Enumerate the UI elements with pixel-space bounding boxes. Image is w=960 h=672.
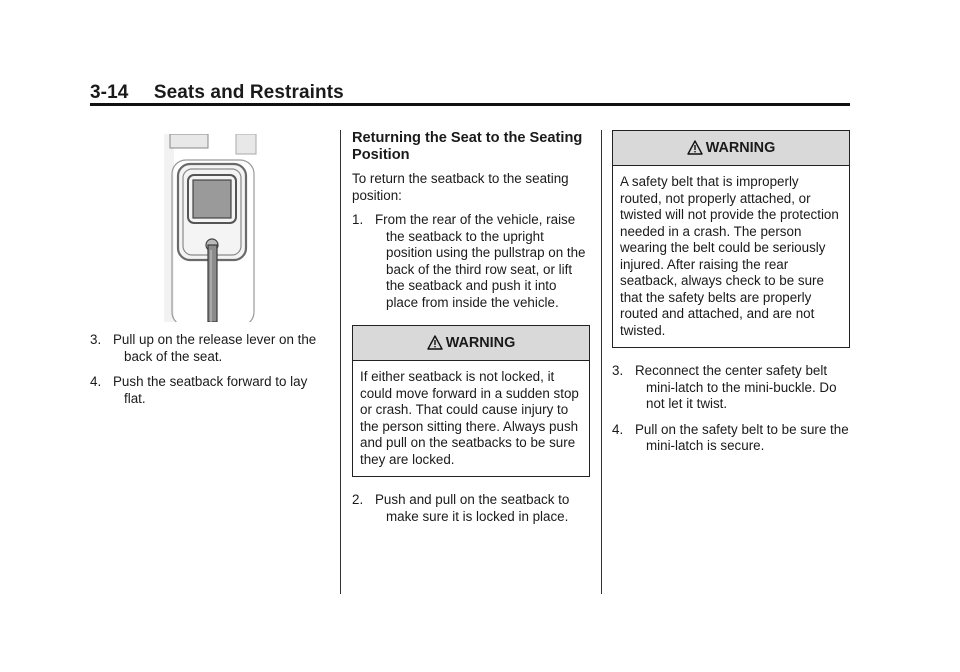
warning-header [613, 131, 849, 166]
step-text: Pull up on the release lever on the back of the seat. [113, 332, 317, 364]
column-divider [601, 130, 602, 594]
page-number: 3-14 [90, 82, 129, 103]
step-number: 3. [612, 363, 624, 378]
column-right [612, 130, 850, 464]
step-text: Pull on the safety belt to be sure the mini-latch is secure. [635, 421, 849, 453]
warning-body: If either seatback is not locked, it could move forward in a sudden stop or crash. That could cause injury to the person sitting there. Always push and pull on the seatbacks to be sure they are locked. [360, 369, 579, 467]
step-number: 3. [90, 332, 102, 347]
steps-list [352, 212, 590, 311]
list-item [612, 363, 850, 413]
warning-header [353, 326, 589, 361]
warning-triangle-icon [427, 335, 443, 350]
step-text: Push and pull on the seatback to make sure it is locked in place. [375, 492, 570, 524]
step-number: 4. [90, 374, 102, 389]
column-left [90, 130, 322, 416]
list-item [90, 374, 322, 407]
list-item [90, 332, 322, 365]
page-header [90, 82, 850, 104]
column-middle [352, 130, 590, 534]
seat-release-lever-illustration [164, 134, 264, 322]
list-item [612, 422, 850, 455]
list-item [352, 492, 590, 525]
step-number: 4. [612, 421, 624, 437]
section-title: Seats and Restraints [153, 82, 344, 103]
steps-list [90, 332, 322, 407]
steps-list [612, 363, 850, 455]
column-divider [340, 130, 341, 594]
warning-heading: WARNING [445, 335, 516, 351]
warning-box [612, 130, 850, 348]
step-text: Push the seatback forward to lay flat. [113, 374, 308, 406]
warning-body: A safety belt that is improperly routed, not properly attached, or twisted will not provide the protection needed in a crash. The person wearing the belt could be seriously injured. After raising the rear seatback, always check to be sure that the safety belts are properly routed and attached, and are not twisted. [620, 174, 839, 338]
warning-heading: WARNING [705, 140, 776, 156]
list-item [352, 212, 590, 311]
header-rule [90, 103, 850, 106]
step-number: 2. [352, 492, 364, 507]
subsection-heading: Returning the Seat to the Seating Position [352, 130, 583, 163]
step-text: From the rear of the vehicle, raise the seatback to the upright position using the pullstrap on the back of the third row seat, or lift the seatback and push it into place from inside the vehicle. [375, 212, 586, 310]
step-number: 1. [352, 212, 364, 227]
warning-triangle-icon [687, 140, 703, 155]
step-text: Reconnect the center safety belt mini-latch to the mini-buckle. Do not let it twist. [635, 363, 837, 411]
intro-paragraph: To return the seatback to the seating position: [352, 171, 569, 203]
steps-list [352, 492, 590, 525]
warning-box [352, 325, 590, 477]
